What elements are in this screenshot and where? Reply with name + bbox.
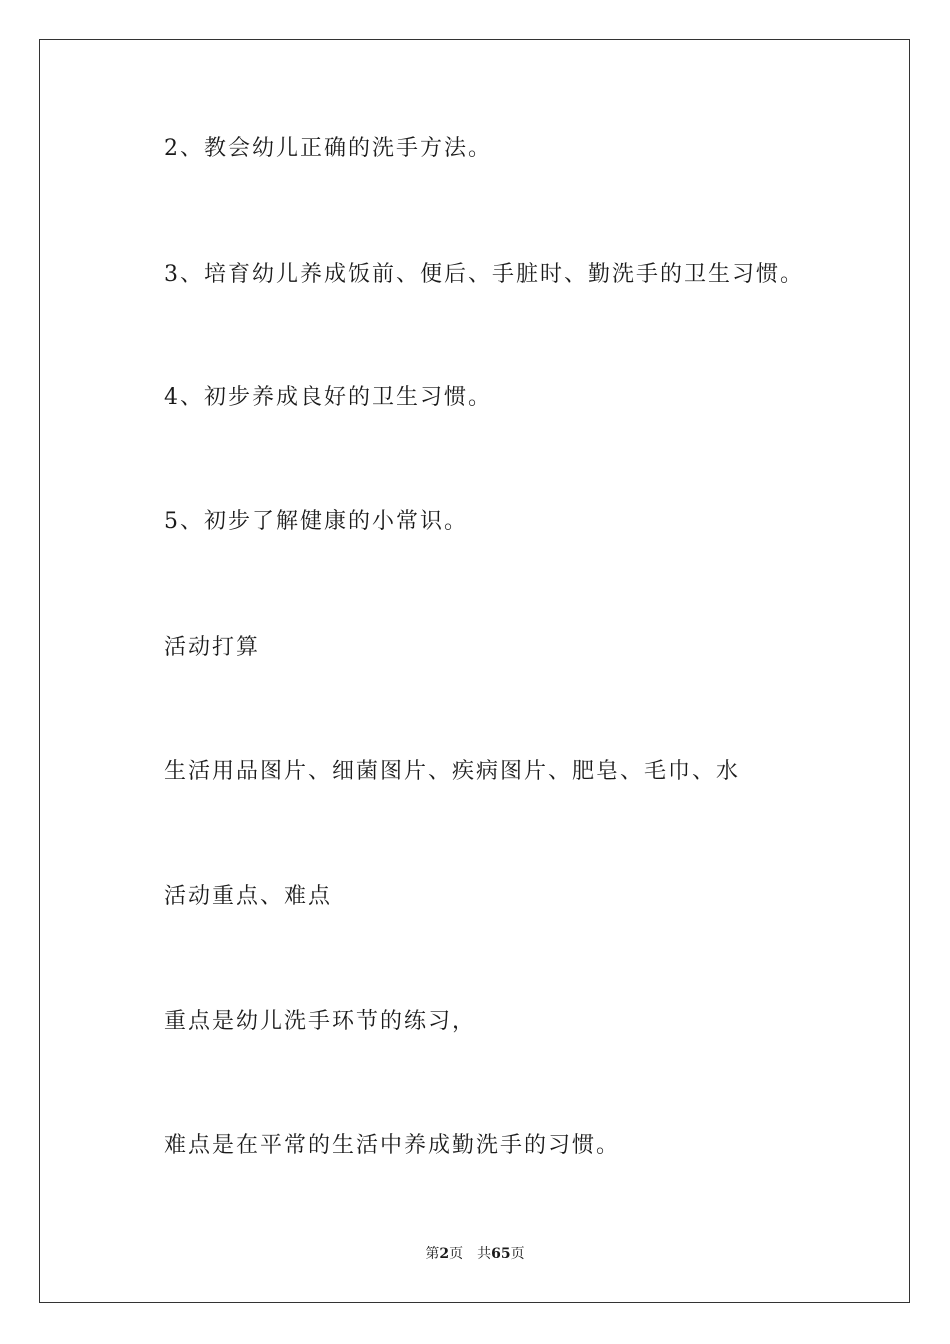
paragraph-key-point: 重点是幼儿洗手环节的练习，: [164, 1009, 477, 1034]
paragraph-goal-4: 4、初步养成良好的卫生习惯。: [164, 385, 492, 410]
paragraph-goal-5: 5、初步了解健康的小常识。: [164, 509, 468, 534]
total-suffix: 页: [510, 1246, 525, 1262]
paragraph-materials: 生活用品图片、细菌图片、疾病图片、肥皂、毛巾、水: [164, 759, 741, 784]
paragraph-goal-3: 3、培育幼儿养成饭前、便后、手脏时、勤洗手的卫生习惯。: [164, 262, 804, 287]
section-heading-preparation: 活动打算: [164, 635, 261, 660]
paragraph-difficulty: 难点是在平常的生活中养成勤洗手的习惯。: [164, 1133, 621, 1158]
total-prefix: 共: [477, 1246, 492, 1262]
page-prefix: 第: [425, 1246, 440, 1262]
page-footer: [0, 1245, 950, 1263]
paragraph-goal-2: 2、教会幼儿正确的洗手方法。: [164, 136, 492, 161]
page-suffix: 页: [449, 1246, 464, 1262]
page-border: [39, 39, 910, 1303]
total-pages: 65: [491, 1246, 511, 1262]
page-number: 2: [439, 1246, 450, 1262]
section-heading-key-points: 活动重点、难点: [164, 884, 333, 909]
